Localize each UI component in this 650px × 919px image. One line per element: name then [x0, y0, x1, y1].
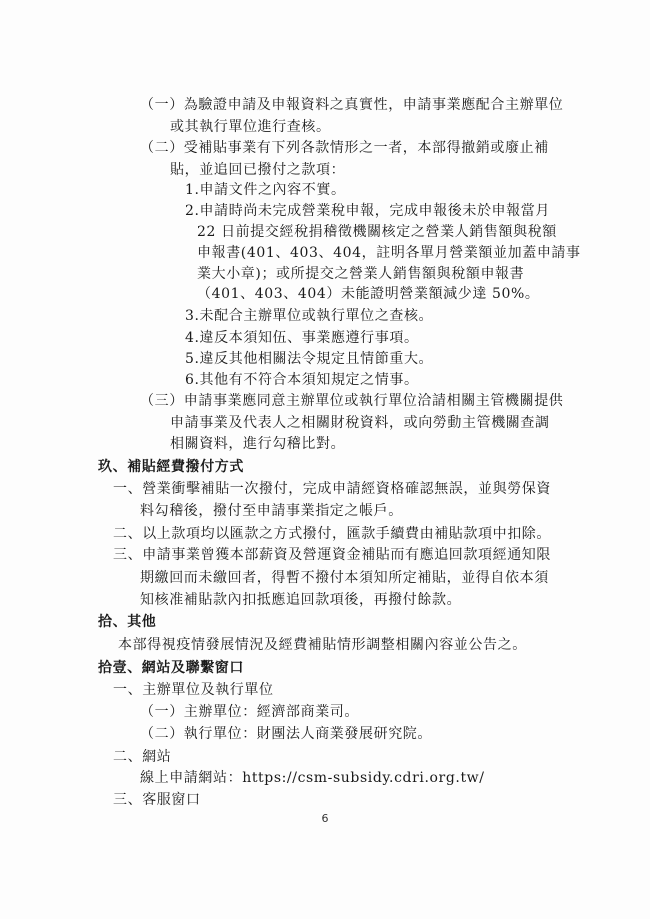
- section-11-heading: 拾壹、網站及聯繫窗口: [98, 660, 244, 676]
- section-11-item-1: 一、主辦單位及執行單位: [113, 682, 274, 698]
- clause-2-3-line-2: 申請事業及代表人之相關財稅資料，或向勞動主管機關查調: [170, 415, 550, 431]
- section-9-item-2: 二、以上款項均以匯款之方式撥付，匯款手續費由補貼款項中扣除。: [113, 526, 551, 542]
- section-11-website: 線上申請網站：https://csm-subsidy.cdri.org.tw/: [140, 770, 485, 786]
- section-11-item-2: 二、網站: [113, 749, 172, 765]
- clause-2-3-line-1: （三）申請事業應同意主辦單位或執行單位洽請相關主管機關提供: [140, 393, 564, 409]
- section-11-item-3: 三、客服窗口: [113, 792, 201, 808]
- clause-2-2-line-1: （二）受補貼事業有下列各款情形之一者，本部得撤銷或廢止補: [140, 140, 549, 156]
- section-10-heading: 拾、其他: [98, 614, 157, 630]
- item-4: 4.違反本須知伍、事業應遵行事項。: [185, 330, 419, 346]
- item-2-line-2: 22 日前提交經稅捐稽徵機關核定之營業人銷售額與稅額: [197, 224, 557, 240]
- clause-2-3-line-3: 相關資料，進行勾稽比對。: [170, 436, 346, 452]
- item-2-line-1: 2.申請時尚未完成營業稅申報，完成申報後未於申報當月: [185, 203, 550, 219]
- section-11-item-1-sub-2: （二）執行單位：財團法人商業發展研究院。: [140, 726, 432, 742]
- clause-2-1-line-1: （一）為驗證申請及申報資料之真實性，申請事業應配合主辦單位: [140, 97, 564, 113]
- clause-2-2-line-2: 貼，並追回已撥付之款項：: [170, 162, 346, 178]
- section-9-item-3-line-2: 期繳回而未繳回者，得暫不撥付本須知所定補貼，並得自依本須: [140, 570, 549, 586]
- page-number: 6: [321, 812, 329, 825]
- item-1: 1.申請文件之內容不實。: [185, 182, 346, 198]
- section-9-item-3-line-1: 三、申請事業曾獲本部薪資及營運資金補貼而有應追回款項經通知限: [113, 547, 551, 563]
- section-11-item-1-sub-1: （一）主辦單位：經濟部商業司。: [140, 704, 359, 720]
- section-9-item-1-line-1: 一、營業衝擊補貼一次撥付，完成申請經資格確認無誤，並與勞保資: [113, 481, 551, 497]
- section-9-heading: 玖、補貼經費撥付方式: [98, 459, 244, 475]
- item-2-line-4: 業大小章)；或所提交之營業人銷售額與稅額申報書: [197, 266, 525, 282]
- item-6: 6.其他有不符合本須知規定之情事。: [185, 372, 419, 388]
- clause-2-1-line-2: 或其執行單位進行查核。: [170, 119, 331, 135]
- section-9-item-1-line-2: 料勾稽後，撥付至申請事業指定之帳戶。: [140, 503, 403, 519]
- item-3: 3.未配合主辦單位或執行單位之查核。: [185, 308, 434, 324]
- item-2-line-5: （401、403、404）未能證明營業額減少達 50%。: [197, 286, 540, 302]
- section-10-body: 本部得視疫情發展情況及經費補貼情形調整相關內容並公告之。: [118, 637, 527, 653]
- section-9-item-3-line-3: 知核准補貼款內扣抵應追回款項後，再撥付餘款。: [140, 592, 462, 608]
- item-5: 5.違反其他相關法令規定且情節重大。: [185, 351, 434, 367]
- item-2-line-3: 申報書(401、403、404，註明各單月營業額並加蓋申請事: [197, 245, 581, 261]
